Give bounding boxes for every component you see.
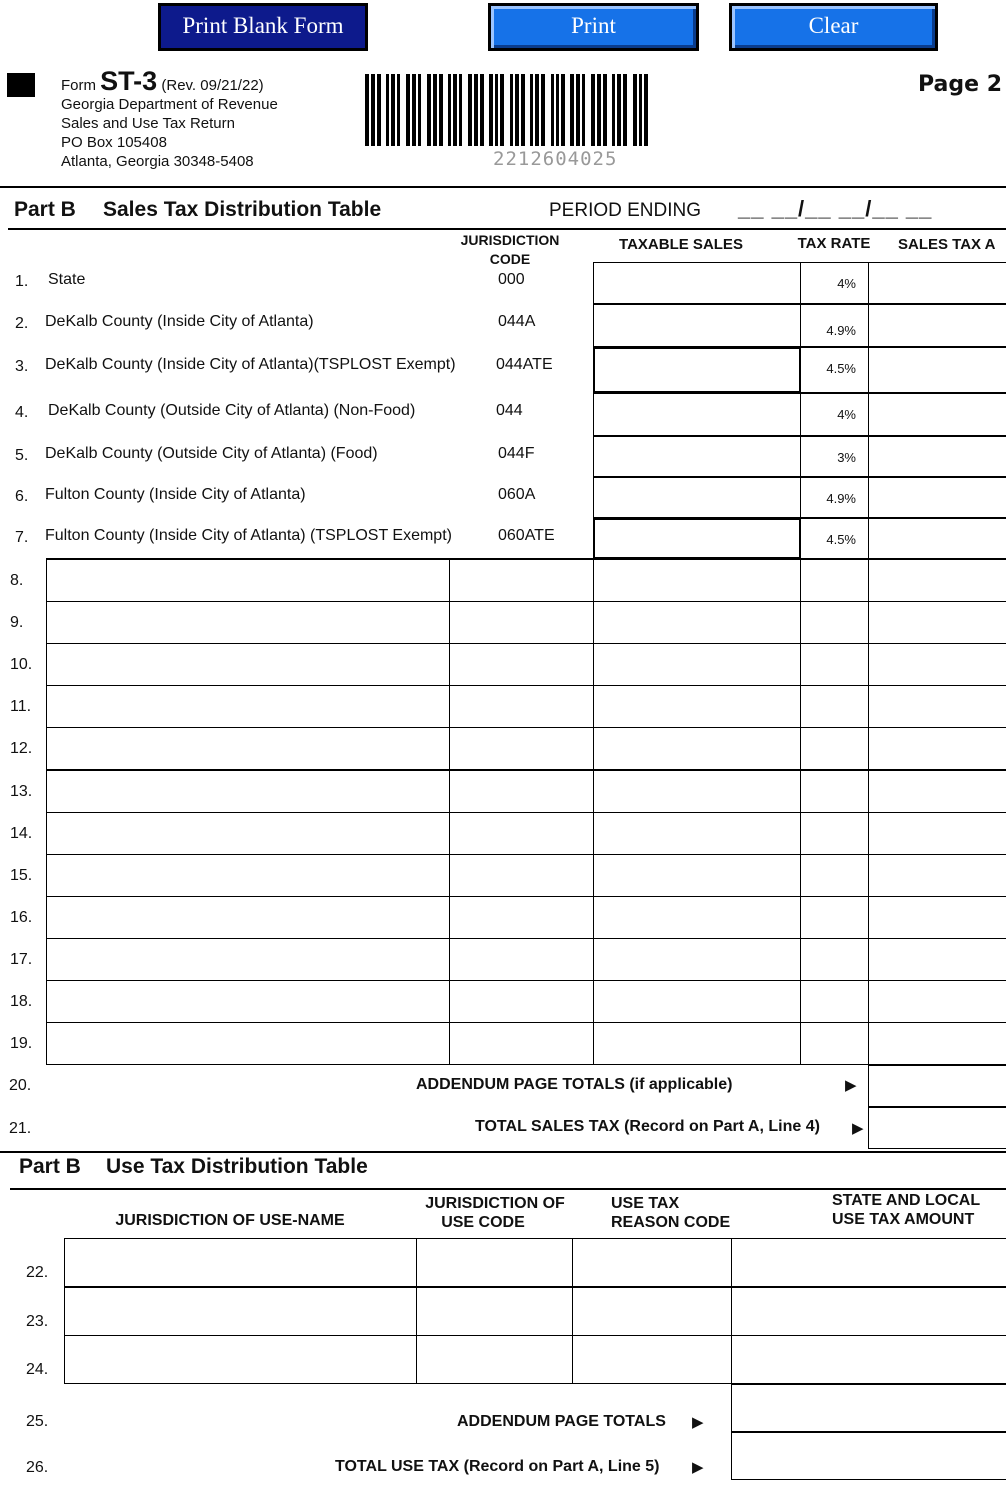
sales-blank-amount-field[interactable] <box>868 980 1006 1023</box>
sales-row-taxable-sales-field[interactable] <box>593 436 801 477</box>
sales-blank-rate-field[interactable] <box>800 643 869 686</box>
sales-blank-rate-field[interactable] <box>800 685 869 728</box>
sales-row-taxable-sales-field[interactable] <box>593 262 801 304</box>
sales-blank-amount-field[interactable] <box>868 559 1006 602</box>
sales-blank-name-field[interactable] <box>46 812 450 855</box>
arrow-right-icon: ▶ <box>692 1459 704 1476</box>
line-21-label: TOTAL SALES TAX (Record on Part A, Line 4) <box>475 1118 820 1135</box>
return-name: Sales and Use Tax Return <box>61 115 235 132</box>
sales-blank-name-field[interactable] <box>46 643 450 686</box>
sales-blank-code-field[interactable] <box>449 812 594 855</box>
sales-row-taxable-sales-field[interactable] <box>593 304 801 347</box>
sales-blank-rate-field[interactable] <box>800 770 869 813</box>
line-25-number: 25. <box>26 1413 49 1430</box>
sales-blank-taxable-field[interactable] <box>593 643 801 686</box>
print-blank-form-button[interactable]: Print Blank Form <box>158 3 368 51</box>
sales-blank-name-field[interactable] <box>46 1022 450 1065</box>
sales-row-jurisdiction-name: DeKalb County (Outside City of Atlanta) (Food) <box>45 445 378 462</box>
sales-blank-name-field[interactable] <box>46 980 450 1023</box>
use-row-name-field[interactable] <box>64 1287 417 1336</box>
sales-blank-code-field[interactable] <box>449 727 594 770</box>
sales-part-label: Part B <box>14 198 76 221</box>
sales-blank-taxable-field[interactable] <box>593 812 801 855</box>
sales-row-jurisdiction-name: State <box>48 271 86 288</box>
sales-blank-rate-field[interactable] <box>800 812 869 855</box>
use-row-amount-field[interactable] <box>731 1238 1006 1287</box>
use-row-amount-field[interactable] <box>731 1335 1006 1384</box>
period-ending-label: PERIOD ENDING <box>549 200 702 221</box>
sales-row-sales-tax-field[interactable] <box>868 518 1006 559</box>
sales-row-taxable-sales-field[interactable] <box>593 477 801 518</box>
arrow-right-icon: ▶ <box>852 1120 864 1137</box>
sales-blank-code-field[interactable] <box>449 770 594 813</box>
sales-row-tax-rate-value: 4.9% <box>826 323 856 338</box>
sales-blank-row-number: 9. <box>10 614 24 632</box>
sales-blank-rate-field[interactable] <box>800 854 869 897</box>
sales-row-sales-tax-field[interactable] <box>868 393 1006 436</box>
sales-blank-code-field[interactable] <box>449 559 594 602</box>
sales-blank-row-number: 17. <box>10 950 33 968</box>
use-row-name-field[interactable] <box>64 1335 417 1384</box>
sales-blank-amount-field[interactable] <box>868 727 1006 770</box>
sales-row-tax-rate-value: 3% <box>837 450 856 465</box>
sales-blank-amount-field[interactable] <box>868 643 1006 686</box>
use-table-title: Use Tax Distribution Table <box>106 1155 368 1178</box>
sales-blank-name-field[interactable] <box>46 727 450 770</box>
col-tax-rate: TAX RATE <box>797 235 871 252</box>
sales-blank-rate-field[interactable] <box>800 727 869 770</box>
sales-row-jurisdiction-code: 044ATE <box>496 356 553 373</box>
sales-row-number: 3. <box>15 358 29 375</box>
sales-row-number: 1. <box>15 273 29 290</box>
use-row-reason-field[interactable] <box>572 1335 732 1384</box>
sales-blank-code-field[interactable] <box>449 601 594 644</box>
col-sales-tax-amount: SALES TAX A <box>898 236 996 253</box>
use-row-number: 23. <box>26 1312 49 1330</box>
sales-blank-amount-field[interactable] <box>868 1022 1006 1065</box>
sales-blank-row-number: 15. <box>10 866 33 884</box>
sales-row-taxable-sales-field[interactable] <box>593 347 801 393</box>
use-row-code-field[interactable] <box>416 1287 573 1336</box>
sales-blank-row-number: 19. <box>10 1035 33 1053</box>
sales-row-sales-tax-field[interactable] <box>868 262 1006 304</box>
print-button[interactable]: Print <box>488 3 699 51</box>
po-box: PO Box 105408 <box>61 134 167 151</box>
sales-row-number: 7. <box>15 529 29 546</box>
sales-blank-rate-field[interactable] <box>800 980 869 1023</box>
sales-blank-amount-field[interactable] <box>868 685 1006 728</box>
line-21-number: 21. <box>9 1120 32 1137</box>
sales-row-number: 4. <box>15 404 29 421</box>
sales-blank-code-field[interactable] <box>449 643 594 686</box>
sales-blank-name-field[interactable] <box>46 601 450 644</box>
sales-row-taxable-sales-field[interactable] <box>593 393 801 436</box>
col-use-amount: STATE AND LOCAL USE TAX AMOUNT <box>832 1192 981 1228</box>
period-ending-field[interactable]: __ __/__ __/__ __ <box>738 196 933 221</box>
sales-blank-row-number: 14. <box>10 824 33 842</box>
sales-row-tax-rate-value: 4.9% <box>826 491 856 506</box>
line-20-number: 20. <box>9 1077 32 1094</box>
col-use-code: JURISDICTION OF USE CODE <box>425 1195 565 1231</box>
col-taxable-sales: TAXABLE SALES <box>619 236 743 253</box>
sales-row-tax-rate-value: 4.5% <box>826 361 856 376</box>
sales-blank-taxable-field[interactable] <box>593 601 801 644</box>
sales-blank-row-number: 16. <box>10 908 33 926</box>
line-25-label: ADDENDUM PAGE TOTALS <box>457 1413 666 1430</box>
sales-blank-code-field[interactable] <box>449 854 594 897</box>
use-row-reason-field[interactable] <box>572 1238 732 1287</box>
sales-blank-row-number: 8. <box>10 572 24 589</box>
col-use-reason: USE TAX REASON CODE <box>611 1195 731 1231</box>
sales-blank-taxable-field[interactable] <box>593 770 801 813</box>
sales-blank-rate-field[interactable] <box>800 896 869 939</box>
barcode <box>365 74 763 146</box>
sales-blank-rate-field[interactable] <box>800 559 869 602</box>
sales-blank-name-field[interactable] <box>46 770 450 813</box>
use-row-code-field[interactable] <box>416 1335 573 1384</box>
divider <box>46 558 1006 560</box>
sales-row-sales-tax-field[interactable] <box>868 347 1006 393</box>
sales-blank-row-number: 10. <box>10 656 33 674</box>
sales-row-tax-rate-value: 4.5% <box>826 532 856 547</box>
sales-row-jurisdiction-name: DeKalb County (Inside City of Atlanta) <box>45 313 314 330</box>
sales-blank-row-number: 13. <box>10 782 33 800</box>
sales-blank-taxable-field[interactable] <box>593 980 801 1023</box>
sales-row-jurisdiction-name: Fulton County (Inside City of Atlanta) <box>45 486 306 503</box>
use-row-name-field[interactable] <box>64 1238 417 1287</box>
sales-row-taxable-sales-field[interactable] <box>593 518 801 559</box>
sales-row-number: 5. <box>15 447 29 464</box>
form-prefix: Form <box>61 77 96 94</box>
sales-blank-taxable-field[interactable] <box>593 685 801 728</box>
form-revision: (Rev. 09/21/22) <box>161 77 264 94</box>
col-use-name: JURISDICTION OF USE-NAME <box>115 1212 345 1229</box>
sales-row-jurisdiction-code: 044A <box>498 313 536 330</box>
sales-row-jurisdiction-code: 060ATE <box>498 527 555 544</box>
col-jurisdiction-code: JURISDICTION CODE <box>460 232 560 267</box>
sales-blank-taxable-field[interactable] <box>593 938 801 981</box>
barcode-number: 2212604025 <box>493 148 618 170</box>
sales-blank-code-field[interactable] <box>449 938 594 981</box>
sales-blank-amount-field[interactable] <box>868 938 1006 981</box>
sales-blank-taxable-field[interactable] <box>593 727 801 770</box>
sales-row-jurisdiction-code: 000 <box>498 271 525 288</box>
sales-blank-amount-field[interactable] <box>868 601 1006 644</box>
sales-blank-amount-field[interactable] <box>868 896 1006 939</box>
arrow-right-icon: ▶ <box>845 1077 857 1094</box>
sales-blank-rate-field[interactable] <box>800 1022 869 1065</box>
sales-blank-row-number: 12. <box>10 740 33 758</box>
sales-blank-amount-field[interactable] <box>868 770 1006 813</box>
sales-row-jurisdiction-name: Fulton County (Inside City of Atlanta) (TSPLOST Exempt) <box>45 527 452 544</box>
sales-blank-code-field[interactable] <box>449 685 594 728</box>
sales-blank-name-field[interactable] <box>46 559 450 602</box>
sales-row-sales-tax-field[interactable] <box>868 477 1006 518</box>
use-part-label: Part B <box>19 1155 81 1178</box>
sales-row-jurisdiction-code: 044F <box>498 445 535 462</box>
sales-row-jurisdiction-code: 044 <box>496 402 523 419</box>
line-21-field[interactable] <box>868 1107 1006 1149</box>
sales-blank-code-field[interactable] <box>449 1022 594 1065</box>
sales-blank-taxable-field[interactable] <box>593 896 801 939</box>
sales-blank-taxable-field[interactable] <box>593 559 801 602</box>
sales-row-tax-rate-value: 4% <box>837 407 856 422</box>
sales-table-title: Sales Tax Distribution Table <box>103 198 382 221</box>
sales-blank-row-number: 18. <box>10 993 33 1010</box>
sales-row-tax-rate-value: 4% <box>837 276 856 291</box>
form-header <box>61 66 278 171</box>
sales-blank-amount-field[interactable] <box>868 812 1006 855</box>
use-row-reason-field[interactable] <box>572 1287 732 1336</box>
line-20-field[interactable] <box>868 1065 1006 1107</box>
dept-name: Georgia Department of Revenue <box>61 96 278 113</box>
arrow-right-icon: ▶ <box>692 1414 704 1431</box>
sales-blank-name-field[interactable] <box>46 685 450 728</box>
line-20-label: ADDENDUM PAGE TOTALS (if applicable) <box>416 1076 733 1093</box>
use-row-number: 24. <box>26 1361 49 1379</box>
city-address: Atlanta, Georgia 30348-5408 <box>61 153 254 170</box>
sales-blank-code-field[interactable] <box>449 896 594 939</box>
clear-button[interactable]: Clear <box>729 3 938 51</box>
use-row-number: 22. <box>26 1264 49 1281</box>
sales-blank-row-number: 11. <box>10 698 32 716</box>
sales-blank-taxable-field[interactable] <box>593 854 801 897</box>
corner-mark <box>7 73 35 97</box>
use-row-code-field[interactable] <box>416 1238 573 1287</box>
sales-blank-name-field[interactable] <box>46 896 450 939</box>
line-26-field[interactable] <box>731 1432 1006 1480</box>
page-number: Page 2 <box>918 72 1003 97</box>
sales-row-sales-tax-field[interactable] <box>868 304 1006 347</box>
sales-row-number: 6. <box>15 488 29 505</box>
sales-blank-name-field[interactable] <box>46 854 450 897</box>
sales-row-sales-tax-field[interactable] <box>868 436 1006 477</box>
sales-blank-rate-field[interactable] <box>800 938 869 981</box>
sales-row-jurisdiction-name: DeKalb County (Inside City of Atlanta)(TSPLOST Exempt) <box>45 356 456 373</box>
sales-blank-rate-field[interactable] <box>800 601 869 644</box>
sales-row-number: 2. <box>15 315 29 332</box>
sales-row-jurisdiction-code: 060A <box>498 486 536 503</box>
sales-blank-taxable-field[interactable] <box>593 1022 801 1065</box>
sales-blank-amount-field[interactable] <box>868 854 1006 897</box>
form-id: ST-3 <box>100 66 158 96</box>
use-row-amount-field[interactable] <box>731 1287 1006 1336</box>
line-26-number: 26. <box>26 1459 49 1476</box>
sales-blank-code-field[interactable] <box>449 980 594 1023</box>
line-25-field[interactable] <box>731 1384 1006 1432</box>
line-26-label: TOTAL USE TAX (Record on Part A, Line 5) <box>335 1458 660 1475</box>
sales-blank-name-field[interactable] <box>46 938 450 981</box>
sales-row-jurisdiction-name: DeKalb County (Outside City of Atlanta) (Non-Food) <box>48 402 416 419</box>
